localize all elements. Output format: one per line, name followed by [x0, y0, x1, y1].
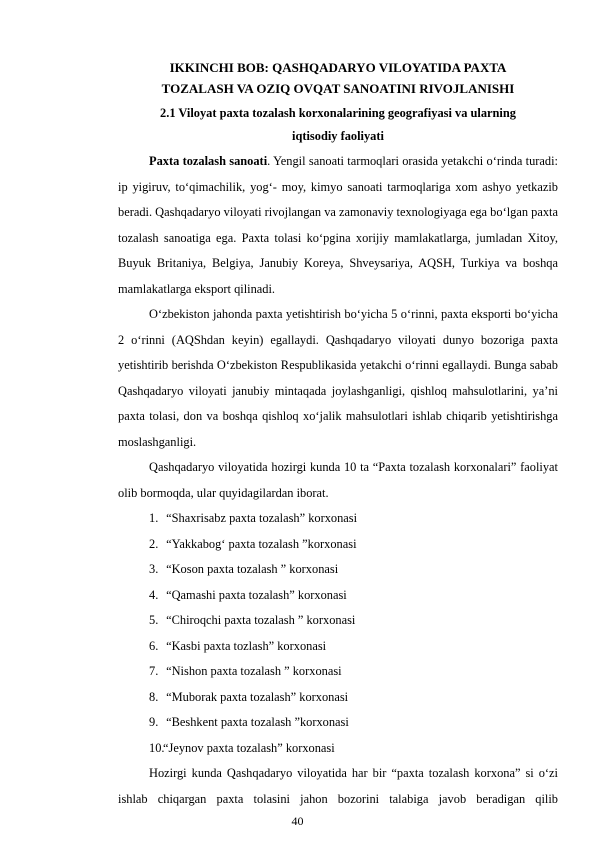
list-item: 1. “Shaxrisabz paxta tozalash” korxonasi	[149, 511, 358, 525]
enterprise-list	[118, 506, 558, 761]
list-item: 7. “Nishon paxta tozalash ” korxonasi	[149, 664, 342, 678]
body-text	[118, 149, 558, 812]
paragraph-2: O‘zbekiston jahonda paxta yetishtirish bo‘yicha 5 o‘rinni, paxta eksporti bo‘yicha 2 o‘rinni (AQShdan keyin) egallaydi. Qashqadaryo viloyati dunyo bozoriga paxta yetishtirib berishda O‘zbekiston Respublikasida yetakchi o‘rinni egallaydi. Bunga sabab Qashqadaryo viloyati janubiy mintaqada joylashganligi, qishloq mahsulotlarini, ya’ni paxta tolasi, don va boshqa qishloq xo‘jalik mahsulotlari ishlab chiqarib yetishtirishga moslashganligi.	[118, 307, 558, 449]
list-item: 4. “Qamashi paxta tozalash” korxonasi	[149, 587, 347, 602]
list-item: 3. “Koson paxta tozalash ” korxonasi	[149, 562, 339, 576]
list-item: 10.“Jeynov paxta tozalash” korxonasi	[149, 740, 335, 755]
section-title-line-1: 2.1 Viloyat paxta tozalash korxonalarining geografiyasi va ularning	[160, 106, 516, 120]
section-title-line-2: iqtisodiy faoliyati	[292, 129, 384, 143]
list-item: 9. “Beshkent paxta tozalash ”korxonasi	[149, 715, 349, 729]
list-item: 6. “Kasbi paxta tozlash” korxonasi	[149, 638, 327, 653]
list-item: 5. “Chiroqchi paxta tozalash ” korxonasi	[149, 613, 356, 627]
paragraph-3: Qashqadaryo viloyatida hozirgi kunda 10 ta “Paxta tozalash korxonalari” faoliyat olib bormoqda, ular quyidagilardan iborat.	[118, 460, 558, 500]
list-item: 8. “Muborak paxta tozalash” korxonasi	[149, 689, 349, 704]
paragraph-1-lead: Paxta tozalash sanoati	[149, 154, 268, 168]
paragraph-4: Hozirgi kunda Qashqadaryo viloyatida har bir “paxta tozalash korxona” si o‘zi ishlab chiqargan paxta tolasini jahon bozorini talabiga javob beradigan qilib	[118, 766, 558, 806]
chapter-title-line-1: IKKINCHI BOB: QASHQADARYO VILOYATIDA PAXTA	[169, 60, 507, 75]
paragraph-1-text: . Yengil sanoati tarmoqlari orasida yetakchi o‘rinda turadi: ip yigiruv, to‘qimachilik, yog‘- moy, kimyo sanoati tarmoqlariga xom ashyo yetkazib beradi. Qashqadaryo viloyati rivojlangan va zamonaviy texnologiyaga ega bo‘lgan paxta tozalash sanoatiga ega. Paxta tolasi ko‘pgina xorijiy mamlakatlarga, jumladan Xitoy, Buyuk Britaniya, Belgiya, Janubiy Koreya, Shveysariya, AQSH, Turkiya va boshqa mamlakatlarga eksport qilinadi.	[118, 154, 558, 296]
page-number: 40	[291, 814, 304, 828]
paragraph-1	[118, 149, 558, 302]
list-item: 2. “Yakkabog‘ paxta tozalash ”korxonasi	[149, 536, 357, 551]
chapter-title-line-2: TOZALASH VA OZIQ OVQAT SANOATINI RIVOJLANISHI	[161, 81, 515, 96]
